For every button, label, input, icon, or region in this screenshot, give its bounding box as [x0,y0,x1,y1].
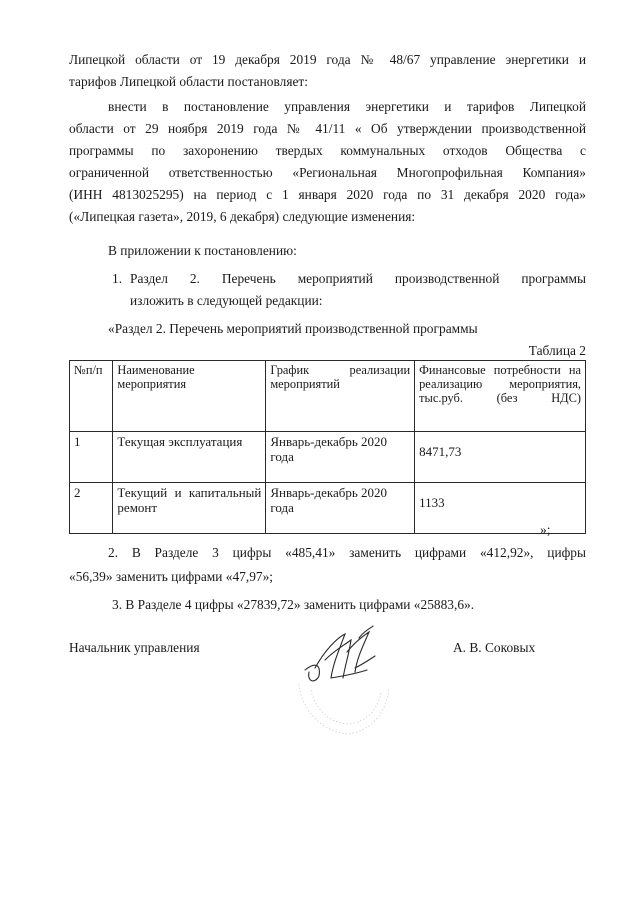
table-row [70,483,586,534]
row-schedule: Январь-декабрь 2020 года [266,432,415,483]
table-close-quote: »; [540,522,551,537]
header-num: №п/п [70,361,113,432]
header-name: Наименование мероприятия [113,361,266,432]
row-num: 1 [70,432,113,483]
intro-line-1: Липецкой области от 19 декабря 2019 года № 48/67 управление энергетики и [69,52,586,67]
resolution-line-2: области от 29 ноября 2019 года № 41/11 « Об утверждении производственной [69,121,586,136]
row-num: 2 [70,483,113,534]
item-2-line-2: «56,39» заменить цифрами «47,97»; [69,569,274,584]
item-1-line-1: Раздел 2. Перечень мероприятий производственной программы [130,271,586,286]
item-1-number: 1. [112,271,123,286]
signature-position: Начальник управления [69,640,200,655]
resolution-line-6: («Липецкая газета», 2019, 6 декабря) следующие изменения: [69,209,416,224]
table-label: Таблица 2 [528,343,586,358]
measures-table [69,360,586,534]
signature-image [285,620,395,740]
resolution-line-1: внести в постановление управления энергетики и тарифов Липецкой [108,99,586,114]
signature-name: А. В. Соковых [453,640,536,655]
header-schedule: График реализации мероприятий [266,361,415,432]
resolution-line-5: (ИНН 4813025295) на период с 1 января 2020 года по 31 декабря 2020 года» [69,187,586,202]
table-row [70,432,586,483]
row-name: Текущий и капитальный ремонт [113,483,266,534]
appendix-intro: В приложении к постановлению: [108,243,297,258]
header-finance: Финансовые потребности на реализацию мероприятия, тыс.руб. (без НДС) [415,361,586,432]
intro-line-2: тарифов Липецкой области постановляет: [69,74,308,89]
handwritten-signature [285,620,395,740]
item-2-line-1: 2. В Разделе 3 цифры «485,41» заменить цифрами «412,92», цифры [108,545,586,560]
resolution-line-3: программы по захоронению твердых коммунальных отходов Общества с [69,143,586,158]
row-finance: 1133 [415,483,586,534]
row-name: Текущая эксплуатация [113,432,266,483]
table-header-row [70,361,586,432]
section-heading: «Раздел 2. Перечень мероприятий производственной программы [108,321,478,336]
row-schedule: Январь-декабрь 2020 года [266,483,415,534]
item-3: 3. В Разделе 4 цифры «27839,72» заменить цифрами «25883,6». [112,597,475,612]
resolution-line-4: ограниченной ответственностью «Региональная Многопрофильная Компания» [69,165,586,180]
item-1-line-2: изложить в следующей редакции: [130,293,323,308]
row-finance: 8471,73 [415,432,586,483]
